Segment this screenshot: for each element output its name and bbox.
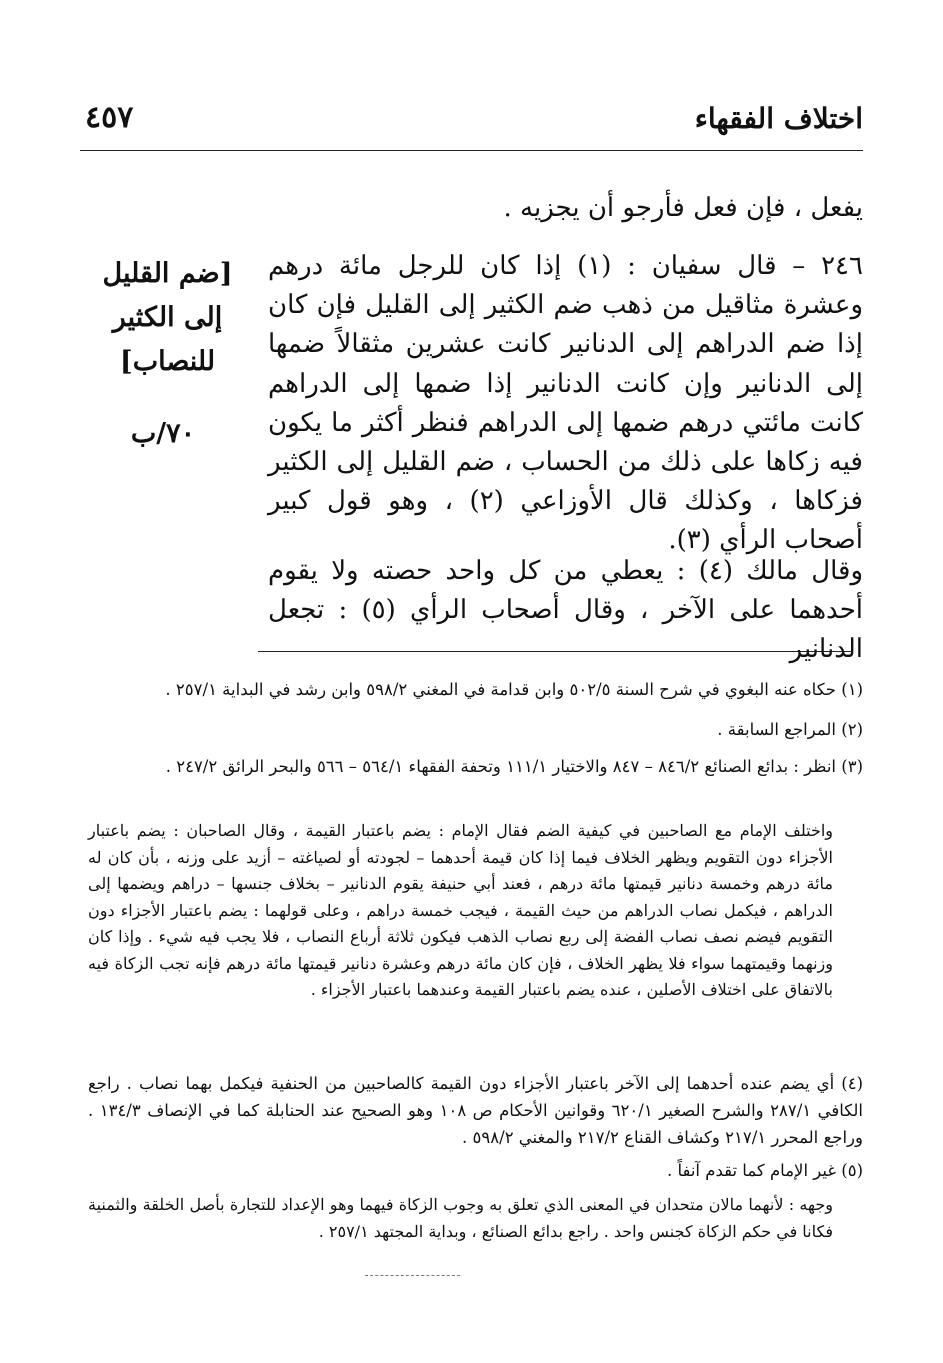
footnote-3-detail: واختلف الإمام مع الصاحبين في كيفية الضم فقال الإمام : يضم باعتبار القيمة ، وقال الصاحبان : يضم باعتبار الأجزاء دون التقويم ويظهر الخلاف فيما إذا كان قيمة أحدهما – لجودته أو لصياغته – أزيد على وزنه ، بأن كان له مائة درهم وخمسة دنانير قيمتها مائة درهم ، فعند أبي حنيفة يقوم الدنانير – بخلاف جنسها – دراهم ويضمها إلى الدراهم ، فيكمل نصاب الدراهم من حيث القيمة ، فيجب خمسة دراهم ، وعلى قولهما : يضم باعتبار الأجزاء دون التقويم فيضم نصف نصاب الفضة إلى ربع نصاب الذهب فيكون ثلاثة أرباع النصاب ، فلا يجب فيه شيء . وإذا كان وزنهما وقيمتهما سواء فلا يظهر الخلاف ، فإن كان مائة درهم وعشرة دنانير قيمتها مائة درهم فإنه تجب الزكاة فيه بالاتفاق على اختلاف الأصلين ، عنده يضم باعتبار القيمة وعندهما باعتبار الأجزاء . (88, 821, 833, 999)
footnote-4: (٤) أي يضم عنده أحدهما إلى الآخر باعتبار الأجزاء دون القيمة كالصاحبين من الحنفية فيكمل بهما نصاب . راجع الكافي ٢٨٧/١ والشرح الصغير ٦٢٠/١ وقوانين الأحكام ص ١٠٨ وهو الصحيح عند الحنابلة كما في الإنصاف ١٣٤/٣ . وراجع المحرر ٢١٧/١ وكشاف القناع ٢١٧/٢ والمغني ٥٩٨/٢ . (88, 1074, 863, 1147)
manuscript-folio-marker: ٧٠/ب (130, 418, 196, 449)
footnote-5: (٥) غير الإمام كما تقدم آنفاً . (666, 1161, 863, 1180)
page-number: ٤٥٧ (85, 100, 134, 135)
footnote-3: (٣) انظر : بدائع الصنائع ٨٤٦/٢ – ٨٤٧ والاختيار ١١١/١ وتحفة الفقهاء ٥٦٤/١ – ٥٦٦ والبحر الرائق ٢٤٧/٢ . (165, 757, 863, 776)
paragraph-246: ٢٤٦ – قال سفيان : (١) إذا كان للرجل مائة درهم وعشرة مثاقيل من ذهب ضم الكثير إلى القليل فإن كان إذا ضم الدراهم إلى الدنانير كانت عشرين مثقالاً ضمها إلى الدنانير وإن كانت الدنانير إذا ضمها إلى الدراهم كانت مائتي درهم ضمها إلى الدراهم فنظر أكثر ما يكون فيه زكاها على ذلك من الحساب ، ضم القليل إلى الكثير فزكاها ، وكذلك قال الأوزاعي (٢) ، وهو قول كبير أصحاب الرأي (٣). (268, 251, 863, 556)
paragraph-malik: وقال مالك (٤) : يعطي من كل واحد حصته ولا يقوم أحدهما على الآخر ، وقال أصحاب الرأي (٥) : تجعل الدنانير (268, 556, 864, 665)
footnote-5-detail: وجهه : لأنهما مالان متحدان في المعنى الذي تعلق به وجوب الزكاة فيهما وهو الإعداد للتجارة بأصل الخلقة والثمنية فكانا في حكم الزكاة كجنس واحد . راجع بدائع الصنائع ، وبداية المجتهد ٢٥٧/١ . (88, 1195, 833, 1241)
running-header-title: اختلاف الفقهاء (694, 102, 863, 135)
margin-heading: [ضم القليل إلى الكثير للنصاب] (102, 258, 233, 377)
header-rule (80, 150, 863, 151)
footnote-1: (١) حكاه عنه البغوي في شرح السنة ٥٠٢/٥ وابن قدامة في المغني ٥٩٨/٢ وابن رشد في البداية ٢٥٧/١ . (165, 680, 863, 699)
continuation-line: يفعل ، فإن فعل فأرجو أن يجزيه . (503, 193, 863, 223)
footnote-separator (258, 651, 853, 652)
end-of-page-mark (365, 1275, 460, 1276)
footnote-2: (٢) المراجع السابقة . (717, 720, 863, 739)
